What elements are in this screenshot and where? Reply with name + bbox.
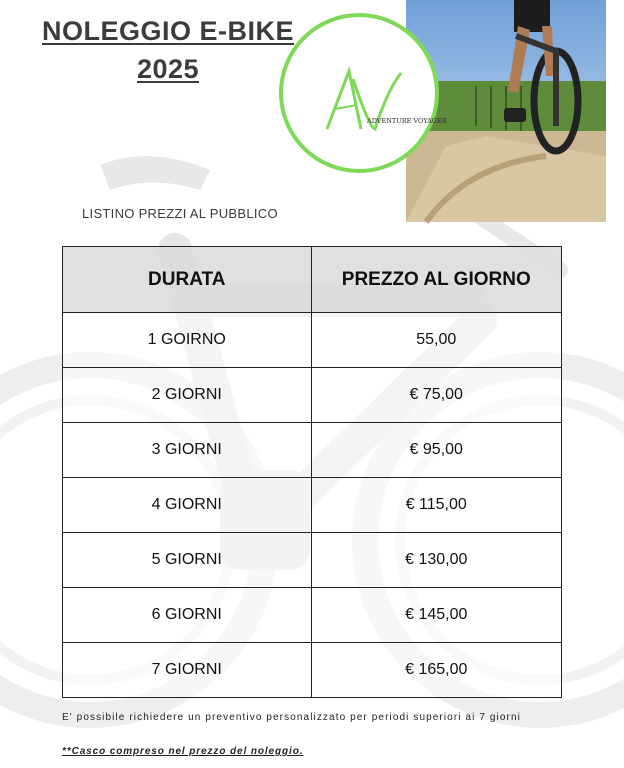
price-table: [62, 246, 562, 698]
table-row: [63, 423, 562, 478]
table-row: [63, 533, 562, 588]
table-row: [63, 478, 562, 533]
title-line-2: 2025: [136, 54, 200, 84]
custom-quote-note: E' possibile richiedere un preventivo personalizzato per periodi superiori ai 7 giorni: [62, 712, 521, 723]
duration-cell: 1 GOIRNO: [63, 313, 312, 368]
price-list-subtitle: LISTINO PREZZI AL PUBBLICO: [82, 206, 278, 221]
duration-cell: 7 GIORNI: [63, 643, 312, 698]
column-header-duration: DURATA: [63, 247, 312, 313]
table-row: [63, 313, 562, 368]
price-cell: 55,00: [311, 313, 562, 368]
table-header-row: [63, 247, 562, 313]
page-title: [28, 12, 308, 88]
duration-cell: 2 GIORNI: [63, 368, 312, 423]
price-cell: € 165,00: [311, 643, 562, 698]
price-cell: € 145,00: [311, 588, 562, 643]
price-cell: € 95,00: [311, 423, 562, 478]
table-row: [63, 643, 562, 698]
table-row: [63, 368, 562, 423]
price-cell: € 75,00: [311, 368, 562, 423]
table-row: [63, 588, 562, 643]
av-logo-icon: [283, 17, 447, 169]
helmet-included-note: **Casco compreso nel prezzo del noleggio.: [62, 746, 304, 757]
price-cell: € 115,00: [311, 478, 562, 533]
duration-cell: 5 GIORNI: [63, 533, 312, 588]
duration-cell: 6 GIORNI: [63, 588, 312, 643]
logo-brand-text: ADVENTURE VOYAGER: [367, 117, 447, 125]
duration-cell: 3 GIORNI: [63, 423, 312, 478]
price-cell: € 130,00: [311, 533, 562, 588]
duration-cell: 4 GIORNI: [63, 478, 312, 533]
column-header-price: PREZZO AL GIORNO: [311, 247, 562, 313]
brand-logo: [279, 13, 447, 173]
title-line-1: NOLEGGIO E-BIKE: [41, 16, 295, 46]
